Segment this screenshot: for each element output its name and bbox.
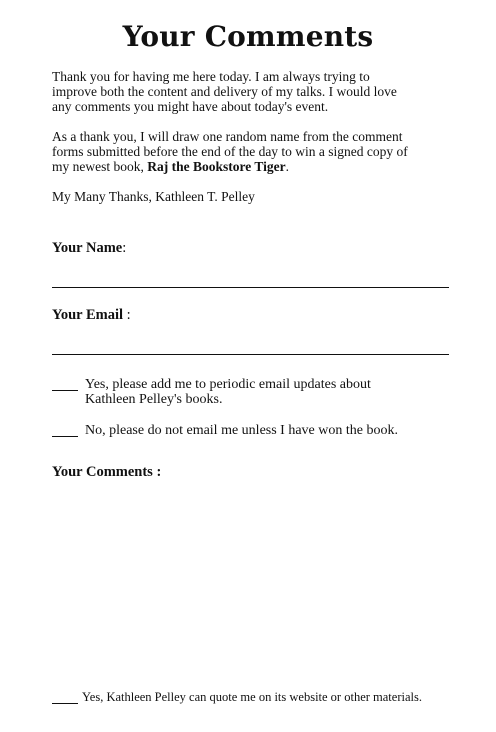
raffle-paragraph [52,129,472,174]
email-label [52,306,131,324]
email-field[interactable] [52,354,449,355]
name-label [52,239,126,257]
book-title: Raj the Bookstore Tiger [147,159,286,174]
comments-area[interactable] [52,485,449,680]
raffle-line-prefix: my newest book, [52,159,148,174]
intro-line: improve both the content and delivery of my talks. I would love [52,84,397,99]
comments-label-text: Your Comments : [52,464,162,480]
email-label-suffix: : [123,307,131,323]
no-email-blank[interactable] [52,436,78,437]
quote-consent-blank[interactable] [52,703,78,704]
intro-line: Thank you for having me here today. I am always trying to [52,69,370,84]
quote-consent-option: Yes, Kathleen Pelley can quote me on its website or other materials. [82,690,422,704]
yes-updates-line: Yes, please add me to periodic email updates about [85,377,371,392]
raffle-line [52,159,472,174]
name-label-suffix: : [122,240,127,256]
raffle-line: forms submitted before the end of the day to win a signed copy of [52,144,408,159]
no-email-option: No, please do not email me unless I have won the book. [85,423,398,438]
intro-paragraph [52,69,472,114]
raffle-line: As a thank you, I will draw one random name from the comment [52,129,403,144]
comments-label [52,463,161,481]
yes-updates-option [85,377,371,407]
name-field[interactable] [52,287,449,288]
yes-updates-blank[interactable] [52,390,78,391]
page-title: Your Comments [122,20,374,53]
raffle-line-suffix: . [285,159,289,174]
signoff: My Many Thanks, Kathleen T. Pelley [52,189,255,204]
name-label-text: Your Name [52,240,123,256]
yes-updates-line: Kathleen Pelley's books. [85,392,223,407]
email-label-text: Your Email [52,307,124,323]
intro-line: any comments you might have about today's event. [52,99,329,114]
